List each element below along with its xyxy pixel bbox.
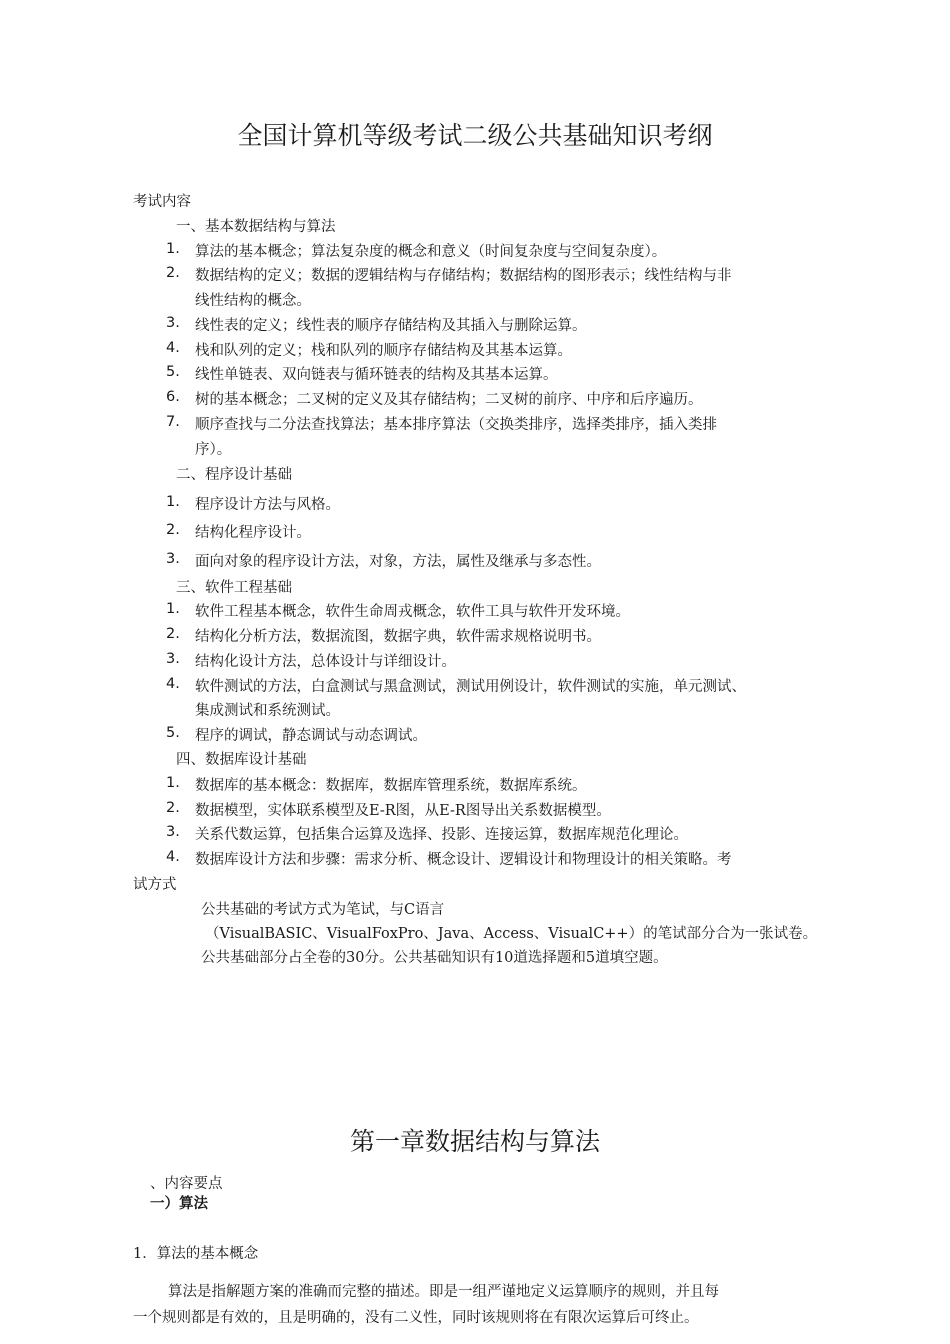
list-item-text: 关系代数运算，包括集合运算及选择、投影、连接运算，数据库规范化理论。 <box>195 827 688 843</box>
list-item-text: 结构化分析方法，数据流图，数据字典，软件需求规格说明书。 <box>195 629 601 645</box>
list-item-text: 算法的基本概念；算法复杂度的概念和意义（时间复杂度与空间复杂度）。 <box>195 244 667 260</box>
exam-method-line: 公共基础部分占全卷的30分。公共基础知识有10道选择题和5道填空题。 <box>201 950 668 966</box>
exam-content-label: 考试内容 <box>133 194 191 210</box>
list-item-number: 3. <box>166 651 180 667</box>
subsection-heading: 一）算法 <box>150 1195 208 1212</box>
list-item-text: 顺序查找与二分法查找算法；基本排序算法（交换类排序，选择类排序，插入类排 <box>195 417 717 433</box>
exam-method-label: 试方式 <box>133 877 177 893</box>
list-item-text: 线性表的定义；线性表的顺序存储结构及其插入与删除运算。 <box>195 318 587 334</box>
exam-method-line: （VisualBASIC、VisualFoxPro、Java、Access、VisualC++）的笔试部分合为一张试卷。 <box>205 926 818 942</box>
list-item-text: 面向对象的程序设计方法，对象，方法，属性及继承与多态性。 <box>195 554 601 570</box>
list-item-number: 2. <box>166 522 180 538</box>
list-item-number: 4. <box>166 340 180 356</box>
list-item-number: 6. <box>166 389 180 405</box>
list-item-text: 数据结构的定义；数据的逻辑结构与存储结构；数据结构的图形表示；线性结构与非 <box>195 268 732 284</box>
list-item-text: 树的基本概念；二叉树的定义及其存储结构；二叉树的前序、中序和后序遍历。 <box>195 392 703 408</box>
list-item-number: 3. <box>166 315 180 331</box>
subsubsection-heading: 1．算法的基本概念 <box>133 1246 259 1262</box>
list-item-number: 1. <box>166 775 180 791</box>
list-item-number: 2. <box>166 800 180 816</box>
section-heading: 三、软件工程基础 <box>176 580 292 596</box>
list-item-text: 数据库设计方法和步骤：需求分析、概念设计、逻辑设计和物理设计的相关策略。考 <box>195 852 732 868</box>
list-item-number: 5. <box>166 364 180 380</box>
list-item-text: 结构化设计方法，总体设计与详细设计。 <box>195 654 456 670</box>
list-item-number: 7. <box>166 414 180 430</box>
list-item-number: 4. <box>166 676 180 692</box>
list-item-text: 数据库的基本概念：数据库，数据库管理系统，数据库系统。 <box>195 778 587 794</box>
list-item-text: 程序设计方法与风格。 <box>195 497 340 513</box>
list-item-number: 3. <box>166 551 180 567</box>
chapter-title: 第一章数据结构与算法 <box>349 1127 600 1156</box>
list-item-text: 线性结构的概念。 <box>195 293 311 309</box>
section-heading: 一、基本数据结构与算法 <box>176 219 336 235</box>
list-item-text: 集成测试和系统测试。 <box>195 703 340 719</box>
list-item-text: 栈和队列的定义；栈和队列的顺序存储结构及其基本运算。 <box>195 343 572 359</box>
paragraph-line: 一个规则都是有效的，且是明确的，没有二义性，同时该规则将在有限次运算后可终止。 <box>133 1310 699 1326</box>
list-item-text: 软件工程基本概念，软件生命周戎概念，软件工具与软件开发环境。 <box>195 604 630 620</box>
list-item-text: 序）。 <box>195 442 232 458</box>
page-title: 全国计算机等级考试二级公共基础知识考纲 <box>237 121 713 150</box>
exam-method-line: 公共基础的考试方式为笔试，与C语言 <box>201 902 445 918</box>
list-item-text: 程序的调试，静态调试与动态调试。 <box>195 728 427 744</box>
list-item-number: 1. <box>166 601 180 617</box>
list-item-number: 2. <box>166 626 180 642</box>
list-item-text: 结构化程序设计。 <box>195 525 311 541</box>
section-heading: 二、程序设计基础 <box>176 467 292 483</box>
list-item-number: 2. <box>166 265 180 281</box>
list-item-text: 软件测试的方法，白盒测试与黑盒测试，测试用例设计，软件测试的实施，单元测试、 <box>195 679 746 695</box>
list-item-number: 4. <box>166 849 180 865</box>
paragraph-line: 算法是指解题方案的准确而完整的描述。即是一组严谨地定义运算顺序的规则，并且每 <box>168 1284 719 1300</box>
list-item-text: 线性单链表、双向链表与循环链表的结构及其基本运算。 <box>195 367 558 383</box>
list-item-number: 3. <box>166 824 180 840</box>
list-item-number: 1. <box>166 241 180 257</box>
content-points-heading: 、内容要点 <box>150 1176 223 1192</box>
section-heading: 四、数据库设计基础 <box>176 752 307 768</box>
list-item-number: 1. <box>166 494 180 510</box>
list-item-text: 数据模型，实体联系模型及E-R图，从E-R图导出关系数据模型。 <box>195 803 611 819</box>
list-item-number: 5. <box>166 725 180 741</box>
